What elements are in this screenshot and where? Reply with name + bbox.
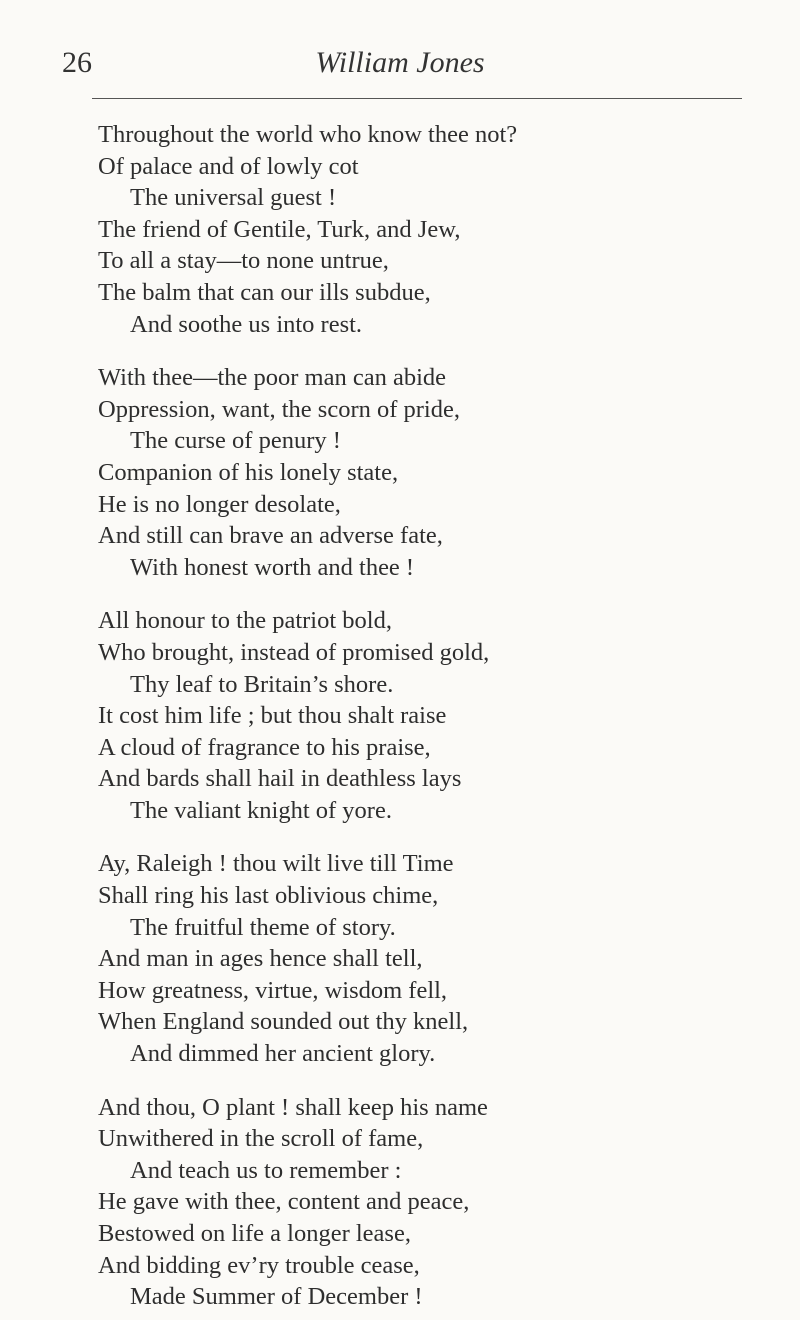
poem-line: A cloud of fragrance to his praise, — [98, 733, 431, 761]
stanza — [98, 848, 788, 1069]
poem-line: Of palace and of lowly cot — [98, 152, 359, 180]
stanza — [98, 605, 788, 826]
poem-line: Oppression, want, the scorn of pride, — [98, 395, 460, 423]
poem-line: The fruitful theme of story. — [130, 913, 396, 941]
poem-line: He is no longer desolate, — [98, 490, 341, 518]
poem-line: And bidding ev’ry trouble cease, — [98, 1251, 420, 1279]
poem-line: And teach us to remember : — [130, 1156, 402, 1184]
poem-line: The friend of Gentile, Turk, and Jew, — [98, 215, 461, 243]
header-rule — [92, 98, 742, 99]
poem-line: And man in ages hence shall tell, — [98, 945, 423, 973]
stanza — [98, 119, 788, 340]
poem-line: With honest worth and thee ! — [130, 553, 415, 581]
page-number: 26 — [62, 46, 92, 79]
poem-line: The universal guest ! — [130, 184, 337, 212]
poem-line: With thee—the poor man can abide — [98, 364, 447, 392]
stanza — [98, 362, 788, 583]
poem-line: The curse of penury ! — [130, 427, 341, 455]
poem-line: He gave with thee, content and peace, — [98, 1188, 470, 1216]
poem-line: The valiant knight of yore. — [130, 796, 392, 824]
poem-line: Shall ring his last oblivious chime, — [98, 882, 439, 910]
poem-line: All honour to the patriot bold, — [98, 607, 392, 635]
poem-line: Companion of his lonely state, — [98, 458, 399, 486]
stanza — [98, 1092, 788, 1313]
running-title: William Jones — [315, 46, 485, 79]
poem-line: Thy leaf to Britain’s shore. — [130, 670, 394, 698]
poem-body — [98, 119, 788, 1320]
poem-line: And bards shall hail in deathless lays — [98, 765, 462, 793]
poem-line: Throughout the world who know thee not? — [98, 121, 518, 148]
poem-line: Unwithered in the scroll of fame, — [98, 1125, 424, 1153]
poem-line: It cost him life ; but thou shalt raise — [98, 702, 447, 730]
poem-line: To all a stay—to none untrue, — [98, 247, 389, 275]
page-header — [0, 46, 800, 86]
poem-line: And dimmed her ancient glory. — [130, 1040, 436, 1068]
poem-line: When England sounded out thy knell, — [98, 1008, 469, 1036]
poem-line: Bestowed on life a longer lease, — [98, 1220, 411, 1247]
poem-line: How greatness, virtue, wisdom fell, — [98, 976, 448, 1004]
poem-line: Who brought, instead of promised gold, — [98, 638, 490, 666]
poem-line: And thou, O plant ! shall keep his name — [98, 1093, 488, 1121]
poem-line: Made Summer of December ! — [130, 1283, 423, 1311]
poem-line: The balm that can our ills subdue, — [98, 278, 431, 306]
poem-line: Ay, Raleigh ! thou wilt live till Time — [98, 850, 454, 878]
poem-line: And still can brave an adverse fate, — [98, 522, 443, 550]
poem-line: And soothe us into rest. — [130, 310, 363, 338]
